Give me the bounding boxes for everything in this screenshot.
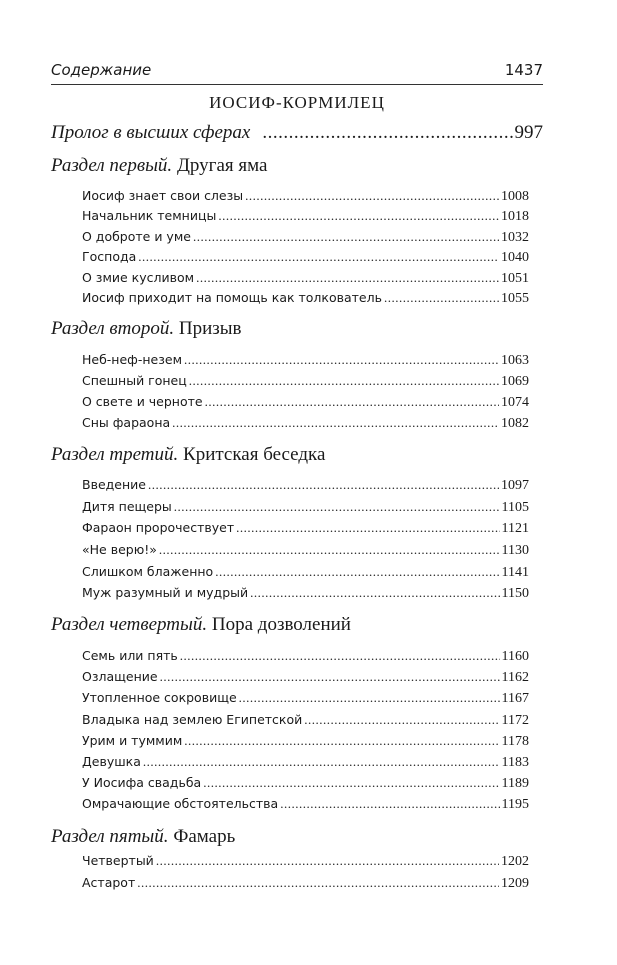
dot-leader (203, 775, 499, 791)
section-label: Раздел пятый. (51, 826, 169, 847)
toc-entry[interactable] (82, 690, 529, 707)
dot-leader (174, 499, 500, 515)
entry-page: 1082 (501, 416, 529, 431)
dot-leader (160, 669, 500, 685)
dot-leader (172, 415, 499, 431)
toc-entry[interactable] (82, 853, 529, 870)
entry-page: 1195 (501, 797, 529, 812)
entry-page: 1130 (501, 543, 529, 558)
entry-page: 1150 (501, 586, 529, 601)
toc-entry[interactable] (82, 585, 529, 602)
entry-title: Озлащение (82, 669, 158, 684)
prologue-entry[interactable] (51, 122, 543, 144)
dot-leader (250, 585, 499, 601)
section-label: Раздел четвертый. (51, 614, 208, 635)
toc-entry[interactable] (82, 712, 529, 729)
entry-title: Фараон пророчествует (82, 520, 235, 535)
entry-page: 1040 (501, 250, 529, 265)
toc-entry[interactable] (82, 394, 529, 411)
toc-entry[interactable] (82, 648, 529, 665)
entry-page: 1121 (501, 521, 529, 536)
section-heading (51, 155, 267, 177)
dot-leader (184, 733, 499, 749)
dot-leader (196, 270, 499, 286)
dot-leader (215, 564, 499, 580)
section-title: Пора дозволений (211, 614, 351, 635)
toc-entry[interactable] (82, 188, 529, 205)
entry-page: 1074 (501, 395, 529, 410)
dot-leader (236, 520, 499, 536)
entry-title: Девушка (82, 754, 141, 769)
entry-title: Владыка над землею Египетской (82, 712, 303, 727)
section-label: Раздел третий. (51, 444, 179, 465)
entry-title: У Иосифа свадьба (82, 775, 202, 790)
entry-title: Астарот (82, 875, 136, 890)
entry-page: 1018 (501, 209, 529, 224)
toc-entry[interactable] (82, 520, 529, 537)
section-heading (51, 614, 351, 636)
section-title: Фамарь (173, 826, 236, 847)
dot-leader (218, 208, 499, 224)
dot-leader (193, 229, 499, 245)
dot-leader (184, 352, 499, 368)
entry-page: 1160 (501, 649, 529, 664)
entry-title: О змие кусливом (82, 270, 195, 285)
entry-page: 1141 (501, 565, 529, 580)
toc-entry[interactable] (82, 775, 529, 792)
toc-entry[interactable] (82, 208, 529, 225)
entry-title: Начальник темницы (82, 208, 217, 223)
toc-entry[interactable] (82, 270, 529, 287)
toc-entry[interactable] (82, 373, 529, 390)
toc-entry[interactable] (82, 754, 529, 771)
toc-entry[interactable] (82, 875, 529, 892)
entry-page: 1008 (501, 189, 529, 204)
entry-title: «Не верю!» (82, 542, 157, 557)
entry-page: 1051 (501, 271, 529, 286)
entry-title: Слишком блаженно (82, 564, 214, 579)
entry-page: 1055 (501, 291, 529, 306)
running-header-title: Содержание (51, 61, 152, 79)
dot-leader (189, 373, 499, 389)
toc-entry[interactable] (82, 499, 529, 516)
dot-leader (384, 290, 499, 306)
section-heading (51, 318, 242, 340)
dot-leader (138, 249, 499, 265)
section-heading (51, 444, 325, 466)
section-label: Раздел второй. (51, 318, 175, 339)
section-title: Другая яма (176, 155, 268, 176)
entry-title: Омрачающие обстоятельства (82, 796, 279, 811)
entry-page: 1172 (501, 713, 529, 728)
dot-leader (156, 853, 499, 869)
toc-entry[interactable] (82, 542, 529, 559)
entry-title: Введение (82, 477, 146, 492)
entry-title: Утопленное сокровище (82, 690, 237, 705)
toc-entry[interactable] (82, 229, 529, 246)
entry-title: Спешный гонец (82, 373, 187, 388)
entry-title: О доброте и уме (82, 229, 191, 244)
dot-leader (262, 122, 512, 144)
dot-leader (205, 394, 499, 410)
section-heading (51, 826, 235, 848)
running-header (51, 58, 543, 85)
entry-title: Иосиф знает свои слезы (82, 188, 244, 203)
section-title: Критская беседка (183, 444, 326, 465)
dot-leader (148, 477, 499, 493)
dot-leader (245, 188, 499, 204)
dot-leader (304, 712, 499, 728)
entry-title: Муж разумный и мудрый (82, 585, 249, 600)
dot-leader (137, 875, 499, 891)
toc-entry[interactable] (82, 669, 529, 686)
entry-title: Дитя пещеры (82, 499, 172, 514)
toc-entry[interactable] (82, 796, 529, 813)
toc-entry[interactable] (82, 249, 529, 266)
entry-title: Сны фараона (82, 415, 171, 430)
dot-leader (280, 796, 499, 812)
toc-entry[interactable] (82, 290, 529, 307)
entry-page: 1032 (501, 230, 529, 245)
dot-leader (159, 542, 500, 558)
entry-page: 1097 (501, 478, 529, 493)
entry-page: 1063 (501, 353, 529, 368)
entry-page: 1167 (501, 691, 529, 706)
entry-page: 1162 (501, 670, 529, 685)
entry-title: Четвертый (82, 853, 154, 868)
book-title: ИОСИФ-КОРМИЛЕЦ (209, 93, 385, 112)
page-number: 1437 (504, 61, 543, 79)
toc-entry[interactable] (82, 733, 529, 750)
toc-entry[interactable] (82, 352, 529, 369)
entry-page: 1178 (501, 734, 529, 749)
dot-leader (180, 648, 500, 664)
toc-entry[interactable] (82, 415, 529, 432)
dot-leader (143, 754, 500, 770)
entry-title: О свете и черноте (82, 394, 203, 409)
entry-page: 1183 (501, 755, 529, 770)
entry-title: Семь или пять (82, 648, 178, 663)
prologue-page: 997 (514, 122, 543, 143)
prologue-title: Пролог в высших сферах (51, 122, 251, 143)
entry-page: 1189 (501, 776, 529, 791)
entry-title: Господа (82, 249, 137, 264)
entry-page: 1069 (501, 374, 529, 389)
entry-page: 1202 (501, 854, 529, 869)
section-title: Призыв (178, 318, 242, 339)
entry-page: 1105 (501, 500, 529, 515)
entry-title: Неб-неф-незем (82, 352, 182, 367)
entry-title: Урим и туммим (82, 733, 183, 748)
entry-title: Иосиф приходит на помощь как толкователь (82, 290, 382, 305)
entry-page: 1209 (501, 876, 529, 891)
section-label: Раздел первый. (51, 155, 173, 176)
dot-leader (239, 690, 500, 706)
toc-entry[interactable] (82, 564, 529, 581)
toc-entry[interactable] (82, 477, 529, 494)
